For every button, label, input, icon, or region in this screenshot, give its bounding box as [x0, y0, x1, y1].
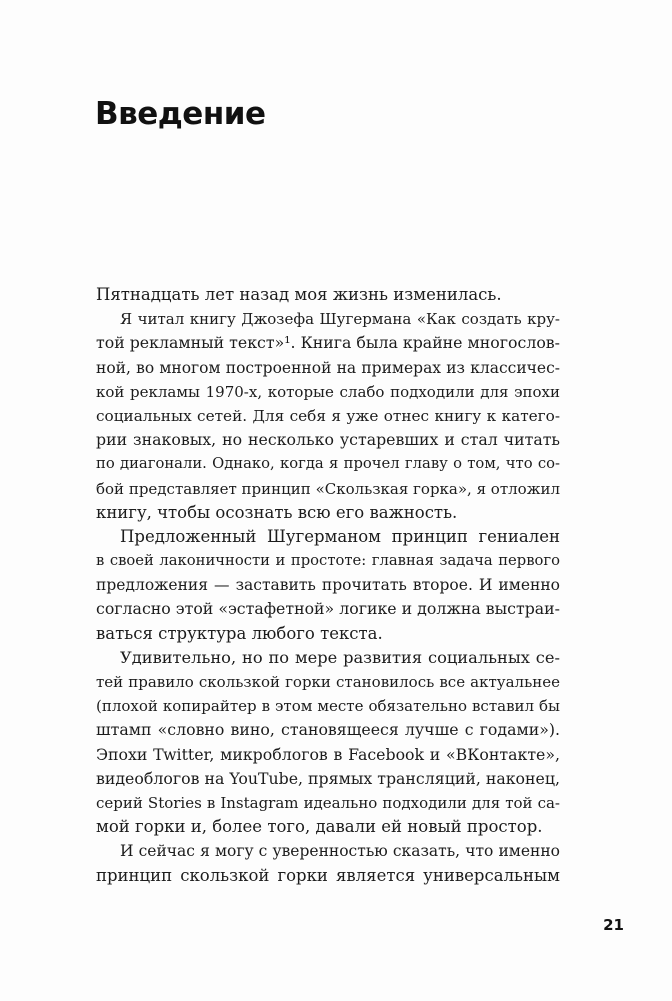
text-line: в своей лаконичности и простоте: главная задача первого	[96, 552, 560, 570]
text-line: по диагонали. Однако, когда я прочел главу о том, что со-	[96, 455, 560, 473]
text-line: тей правило скользкой горки становилось все актуальнее	[96, 673, 560, 691]
text-line: предложения — заставить прочитать второе. И именно	[96, 576, 560, 595]
text-line: Удивительно, но по мере развития социальных се-	[120, 647, 560, 667]
text-line: Пятнадцать лет назад моя жизнь изменилась.	[96, 285, 502, 304]
page-number: 21	[603, 916, 624, 934]
text-line: Я читал книгу Джозефа Шугермана «Как создать кру-	[120, 310, 560, 329]
text-line: мой горки и, более того, давали ей новый простор.	[96, 817, 543, 837]
text-line: И сейчас я могу с уверенностью сказать, что именно	[120, 842, 560, 861]
text-line: Предложенный Шугерманом принцип гениален	[120, 526, 560, 546]
text-line: ной, во многом построенной на примерах из классичес-	[96, 358, 560, 377]
text-line: штамп «словно вино, становящееся лучше с годами»).	[96, 720, 560, 740]
text-line: (плохой копирайтер в этом месте обязательно вставил бы	[96, 697, 560, 716]
text-line: серий Stories в Instagram идеально подходили для той са-	[96, 793, 560, 812]
body-text	[96, 283, 560, 888]
text-line: бой представляет принцип «Скользкая горка», я отложил	[96, 479, 561, 498]
text-line: принцип скользкой горки является универсальным	[96, 865, 560, 885]
text-line: книгу, чтобы осознать всю его важность.	[96, 502, 458, 522]
chapter-title: Введение	[95, 96, 266, 132]
text-line: социальных сетей. Для себя я уже отнес книгу к катего-	[96, 406, 560, 425]
text-line: Эпохи Twitter, микроблогов в Facebook и «ВКонтакте»,	[96, 744, 560, 764]
text-line: кой рекламы 1970-х, которые слабо подходили для эпохи	[96, 382, 560, 401]
text-line: той рекламный текст»¹. Книга была крайне многослов-	[96, 333, 560, 353]
text-line: рии знаковых, но несколько устаревших и стал читать	[96, 430, 560, 450]
text-line: согласно этой «эстафетной» логике и должна выстраи-	[96, 599, 560, 619]
text-line: ваться структура любого текста.	[96, 623, 383, 643]
text-line: видеоблогов на YouTube, прямых трансляций, наконец,	[96, 768, 560, 788]
